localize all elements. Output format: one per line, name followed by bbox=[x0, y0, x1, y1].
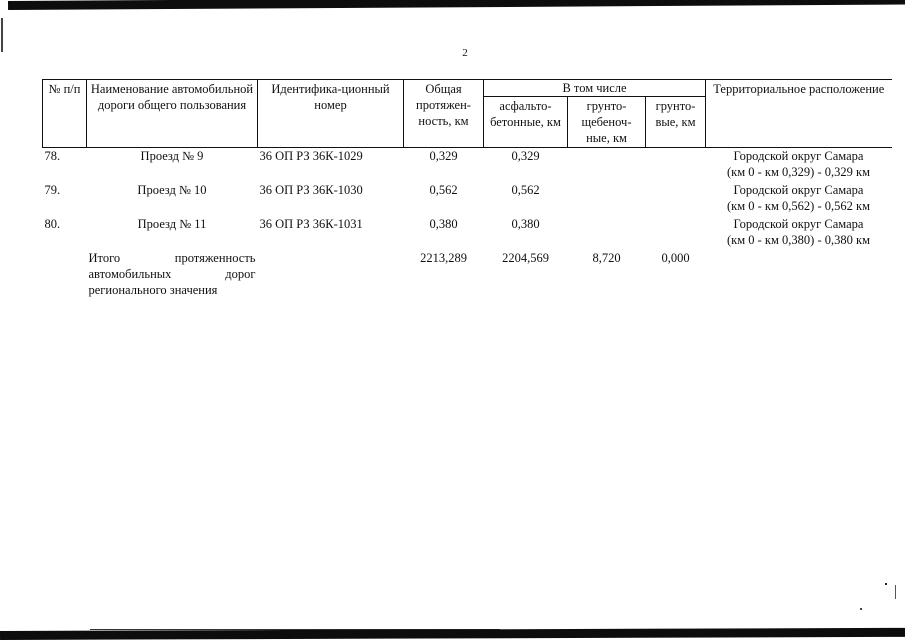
total-label-word: дорог bbox=[225, 267, 256, 281]
row-name: Проезд № 10 bbox=[137, 183, 207, 197]
header-gravel: грунто-щебеноч-ные, км bbox=[568, 97, 646, 148]
scan-edge-left bbox=[1, 18, 3, 52]
total-dirt: 0,000 bbox=[661, 251, 690, 265]
row-id: 36 ОП РЗ 36К-1031 bbox=[259, 217, 363, 231]
row-dirt bbox=[646, 182, 706, 216]
row-total: 0,329 bbox=[429, 149, 458, 163]
total-gravel: 8,720 bbox=[592, 251, 621, 265]
row-asphalt: 0,562 bbox=[511, 183, 540, 197]
row-asphalt: 0,380 bbox=[511, 217, 540, 231]
row-total: 0,380 bbox=[429, 217, 458, 231]
scan-speck bbox=[860, 608, 862, 610]
roads-table bbox=[42, 79, 892, 298]
row-location-line1: Городской округ Самара bbox=[733, 183, 864, 197]
total-label bbox=[87, 250, 258, 298]
total-asphalt: 2204,569 bbox=[502, 251, 549, 265]
total-num-empty bbox=[43, 250, 87, 298]
total-location-empty bbox=[706, 250, 892, 298]
header-including: В том числе bbox=[484, 80, 706, 97]
scan-speck bbox=[895, 585, 896, 599]
row-total: 0,562 bbox=[429, 183, 458, 197]
total-label-word: автомобильных bbox=[88, 267, 172, 281]
table-row bbox=[43, 182, 892, 216]
total-label-word: Итого bbox=[88, 251, 121, 265]
header-total: Общая протяжен-ность, км bbox=[404, 80, 484, 148]
header-num: № п/п bbox=[43, 80, 87, 148]
table-row bbox=[43, 216, 892, 250]
row-gravel bbox=[568, 148, 646, 183]
row-location-line1: Городской округ Самара bbox=[733, 149, 864, 163]
row-location bbox=[706, 216, 892, 250]
total-id-empty bbox=[258, 250, 404, 298]
total-label-line3: регионального значения bbox=[88, 283, 218, 297]
table-row bbox=[43, 148, 892, 183]
header-name: Наименование автомобильной дороги общего пользования bbox=[87, 80, 258, 148]
scan-edge-top bbox=[8, 0, 905, 10]
row-location bbox=[706, 148, 892, 183]
row-num: 78. bbox=[44, 149, 61, 163]
row-id: 36 ОП РЗ 36К-1030 bbox=[259, 183, 363, 197]
header-location: Территориальное расположение bbox=[706, 80, 892, 148]
row-location-line2: (км 0 - км 0,329) - 0,329 км bbox=[727, 165, 870, 179]
row-asphalt: 0,329 bbox=[511, 149, 540, 163]
row-location-line2: (км 0 - км 0,562) - 0,562 км bbox=[727, 199, 870, 213]
row-name: Проезд № 11 bbox=[137, 217, 207, 231]
total-row bbox=[43, 250, 892, 298]
header-id: Идентифика-ционный номер bbox=[258, 80, 404, 148]
row-id: 36 ОП РЗ 36К-1029 bbox=[259, 149, 363, 163]
row-location bbox=[706, 182, 892, 216]
row-num: 80. bbox=[44, 217, 61, 231]
row-dirt bbox=[646, 216, 706, 250]
header-asphalt: асфальто-бетонные, км bbox=[484, 97, 568, 148]
row-gravel bbox=[568, 182, 646, 216]
header-dirt: грунто-вые, км bbox=[646, 97, 706, 148]
total-label-word: протяженность bbox=[174, 251, 256, 265]
page-number: 2 bbox=[462, 47, 468, 59]
scan-speck bbox=[885, 583, 887, 585]
row-location-line1: Городской округ Самара bbox=[733, 217, 864, 231]
row-name: Проезд № 9 bbox=[140, 149, 204, 163]
row-location-line2: (км 0 - км 0,380) - 0,380 км bbox=[727, 233, 870, 247]
row-num: 79. bbox=[44, 183, 61, 197]
row-dirt bbox=[646, 148, 706, 183]
row-gravel bbox=[568, 216, 646, 250]
total-length: 2213,289 bbox=[420, 251, 467, 265]
scan-edge-bottom bbox=[0, 628, 905, 640]
table-header bbox=[43, 80, 892, 148]
